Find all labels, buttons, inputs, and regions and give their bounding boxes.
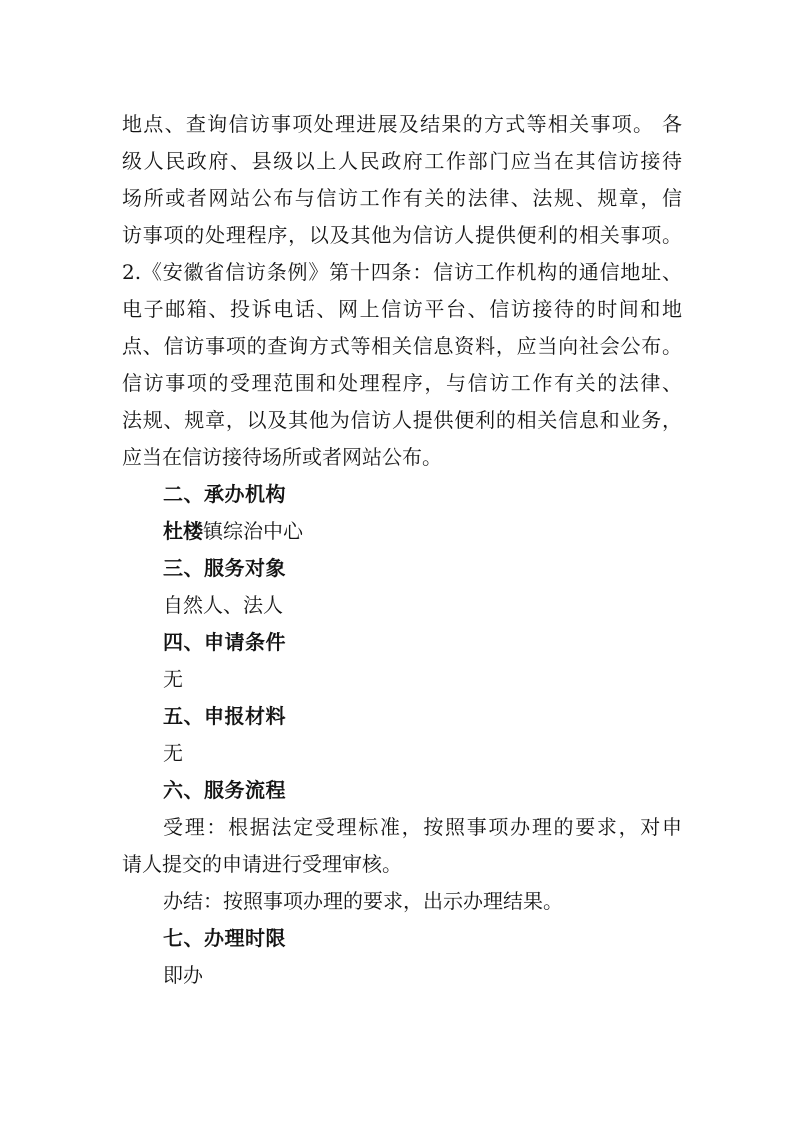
body-line-5: 2.《安徽省信访条例》第十四条：信访工作机构的通信地址、 xyxy=(122,260,682,284)
materials-text: 无 xyxy=(163,741,183,765)
body-line-4: 访事项的处理程序，以及其他为信访人提供便利的相关事项。 xyxy=(122,223,682,247)
section-heading-organizer: 二、承办机构 xyxy=(163,482,286,506)
section-heading-process: 六、服务流程 xyxy=(163,778,286,802)
body-line-2: 级人民政府、县级以上人民政府工作部门应当在其信访接待 xyxy=(122,149,682,173)
organizer-text xyxy=(163,519,682,543)
body-line-3: 场所或者网站公布与信访工作有关的法律、法规、规章，信 xyxy=(122,186,682,210)
service-target-text: 自然人、法人 xyxy=(163,593,283,617)
section-heading-conditions: 四、申请条件 xyxy=(163,630,286,654)
section-heading-service-target: 三、服务对象 xyxy=(163,556,286,580)
organizer-name-bold: 杜楼 xyxy=(163,519,203,543)
process-line-3: 办结：按照事项办理的要求，出示办理结果。 xyxy=(163,889,563,913)
organizer-name-rest: 镇综治中心 xyxy=(203,519,303,543)
body-line-9: 法规、规章，以及其他为信访人提供便利的相关信息和业务， xyxy=(122,408,682,432)
time-limit-text: 即办 xyxy=(163,963,203,987)
body-line-10: 应当在信访接待场所或者网站公布。 xyxy=(122,445,442,469)
section-heading-materials: 五、申报材料 xyxy=(163,704,286,728)
process-line-2: 请人提交的申请进行受理审核。 xyxy=(122,852,402,876)
body-line-8: 信访事项的受理范围和处理程序，与信访工作有关的法律、 xyxy=(122,371,682,395)
body-line-6: 电子邮箱、投诉电话、网上信访平台、信访接待的时间和地 xyxy=(122,297,682,321)
body-line-7: 点、信访事项的查询方式等相关信息资料，应当向社会公布。 xyxy=(122,334,682,358)
conditions-text: 无 xyxy=(163,667,183,691)
body-line-1: 地点、查询信访事项处理进展及结果的方式等相关事项。 各 xyxy=(122,112,682,136)
process-line-1: 受理：根据法定受理标准，按照事项办理的要求，对申 xyxy=(163,815,682,839)
section-heading-time-limit: 七、办理时限 xyxy=(163,926,286,950)
